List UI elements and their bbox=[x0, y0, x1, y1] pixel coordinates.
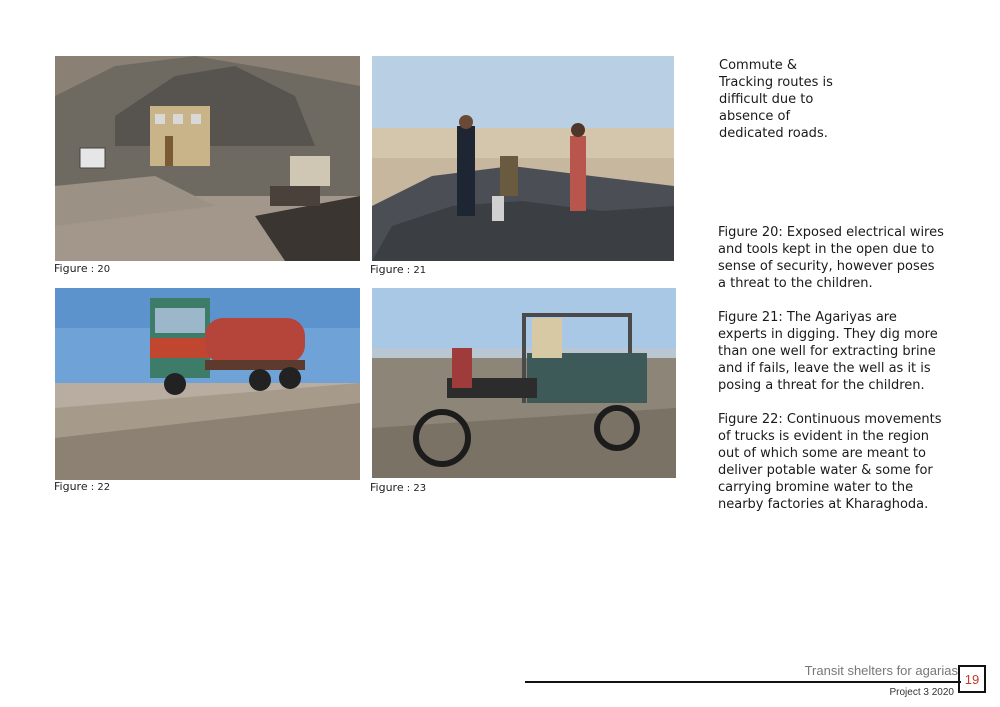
footer-title: Transit shelters for agarias bbox=[804, 663, 958, 678]
caption-separator: : bbox=[87, 482, 98, 493]
electrical-tools-photo bbox=[55, 56, 360, 261]
motor-rickshaw-photo bbox=[372, 288, 676, 478]
caption-label: Figure bbox=[54, 480, 88, 493]
page-number: 19 bbox=[958, 665, 986, 693]
caption-label: Figure bbox=[54, 262, 88, 275]
figure-23-photo bbox=[372, 288, 676, 478]
caption-label: Figure bbox=[370, 481, 404, 494]
caption-label: Figure bbox=[370, 263, 404, 276]
figure-20-caption bbox=[54, 262, 110, 275]
caption-separator: : bbox=[403, 265, 414, 276]
figure-21-caption bbox=[370, 263, 426, 276]
figure-descriptions bbox=[718, 224, 946, 530]
caption-separator: : bbox=[87, 264, 98, 275]
intro-text bbox=[719, 57, 837, 142]
figure-22-photo bbox=[55, 288, 360, 480]
caption-number: 21 bbox=[413, 265, 427, 276]
figure-22-description: Figure 22: Continuous movements of trucks is evident in the region out of which some are meant to deliver potable water & some for carrying bromine water to the nearby factories at Kharaghoda. bbox=[718, 412, 942, 512]
intro-paragraph: Commute & Tracking routes is difficult due to absence of dedicated roads. bbox=[719, 58, 833, 141]
figure-20-photo bbox=[55, 56, 360, 261]
footer-subtitle: Project 3 2020 bbox=[889, 687, 954, 698]
water-truck-photo bbox=[55, 288, 360, 480]
figure-23-caption bbox=[370, 481, 426, 494]
caption-number: 22 bbox=[97, 482, 111, 493]
caption-separator: : bbox=[403, 483, 414, 494]
figure-21-photo bbox=[372, 56, 674, 261]
well-digging-photo bbox=[372, 56, 674, 261]
caption-number: 23 bbox=[413, 483, 427, 494]
figure-22-caption bbox=[54, 480, 110, 493]
footer-divider bbox=[525, 681, 961, 683]
figure-20-description: Figure 20: Exposed electrical wires and tools kept in the open due to sense of security, however poses a threat to the children. bbox=[718, 225, 944, 291]
caption-number: 20 bbox=[97, 264, 111, 275]
figure-21-description: Figure 21: The Agariyas are experts in digging. They dig more than one well for extracting brine and if fails, leave the well as it is posing a threat for the children. bbox=[718, 310, 938, 393]
